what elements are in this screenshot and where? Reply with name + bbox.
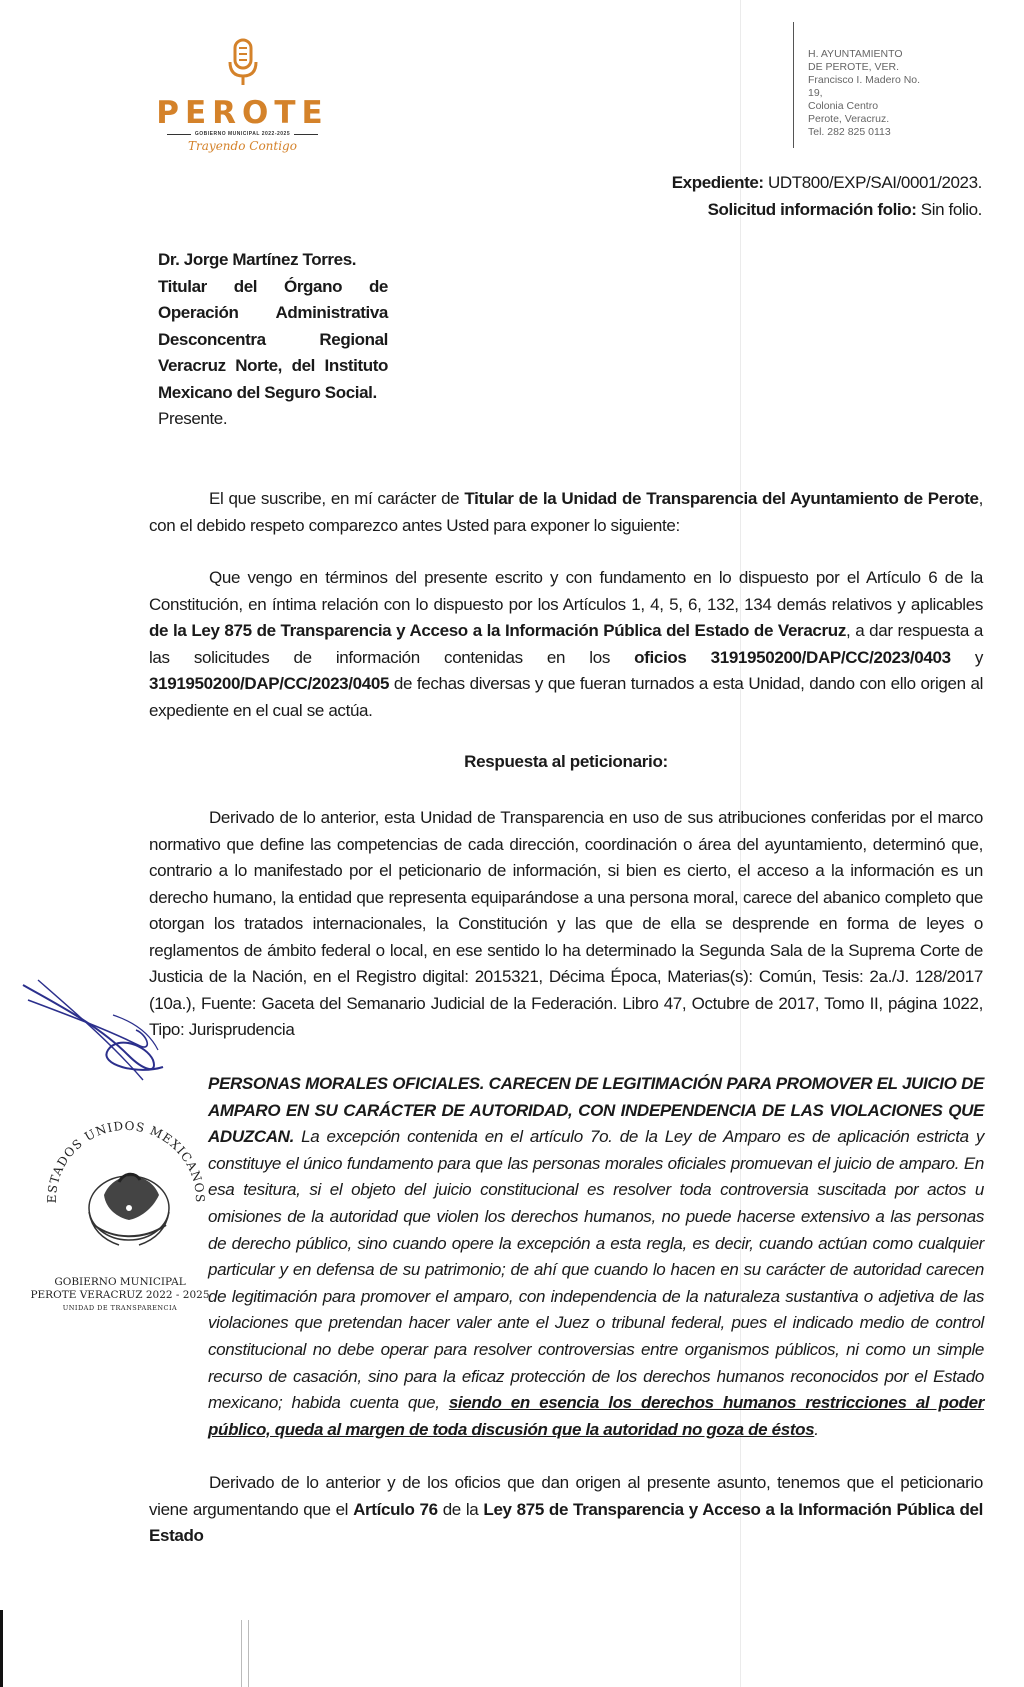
seal-line-3: UNIDAD DE TRANSPARENCIA <box>62 1304 178 1312</box>
bold-run: Ley 875 de Transparencia y Acceso a la Información Pública del Estado <box>149 1499 984 1545</box>
expediente-value: UDT800/EXP/SAI/0001/2023. <box>768 173 982 192</box>
recipient-name: Dr. Jorge Martínez Torres. <box>158 250 357 269</box>
argument-paragraph <box>149 1470 983 1550</box>
folio-line <box>672 196 982 223</box>
text-run: de la <box>437 1499 484 1519</box>
expediente-label: Expediente: <box>671 173 764 192</box>
legal-basis-paragraph <box>149 565 983 724</box>
address-line: 19, <box>808 87 823 99</box>
address-block <box>808 48 938 139</box>
bold-run: de la Ley 875 de Transparencia y Acceso a la Información Pública del Estado de Veracruz <box>149 621 846 640</box>
recipient-title-line: Veracruz Norte, del Instituto <box>158 356 388 375</box>
bold-run: Artículo 76 <box>353 1499 438 1519</box>
text-run: de fechas diversas y que fueran turnados a esta Unidad, dando con ello origen al expediente en el cual se actúa. <box>149 674 983 720</box>
seal-caption <box>20 1276 220 1315</box>
expediente-line <box>672 169 982 196</box>
bold-run: Titular de la Unidad de Transparencia del Ayuntamiento de Perote <box>464 489 979 508</box>
perote-logo <box>155 38 330 153</box>
text-run: Derivado de lo anterior, esta Unidad de Transparencia en uso de sus atribuciones conferidas por el marco normativo que define las competencias de cada dirección, coordinación o área del ayuntamiento, determinó que, contrario a lo manifestado por el peticionario de información, si bien es cierto, el acceso a la información es un derecho humano, la entidad que representa equiparándose a una persona moral, carece del abanico completo que otorgan los tratados internacionales, la Constitución y las que de ella se desprende en forma de leyes o reglamentos de ámbito federal o local, en ese sentido lo ha determinado la Segunda Sala de la Suprema Corte de Justicia de la Nación, en el Registro digital: 2015321, Décima Época, Materias(s): Común, Tesis: 2a./J. 128/2017 (10a.), Fuente: Gaceta del Semanario Judicial de la Federación. Libro 47, Octubre de 2017, Tomo II, página 1022, Tipo: Jurisprudencia <box>149 808 983 1039</box>
quote-end: . <box>814 1419 819 1439</box>
brand-name: PEROTE <box>156 95 329 131</box>
recipient-title-line: Operación Administrativa <box>158 303 388 322</box>
scan-artifact <box>241 1620 249 1687</box>
quote-title: PERSONAS MORALES OFICIALES. CARECEN DE LEGITIMACIÓN PARA PROMOVER EL JUICIO DE AMPARO EN SU CARÁCTER DE AUTORIDAD, CON INDEPENDENCIA DE LAS VIOLACIONES QUE ADUZCAN. <box>208 1074 984 1147</box>
jurisprudence-quote <box>208 1071 984 1443</box>
recipient-title-line: Desconcentra Regional <box>158 329 388 349</box>
seal-line-1: GOBIERNO MUNICIPAL <box>54 1276 186 1288</box>
bold-run: oficios 3191950200/DAP/CC/2023/0403 <box>634 647 951 667</box>
address-line: Tel. 282 825 0113 <box>808 126 891 138</box>
text-run: El que suscribe, en mí carácter de <box>209 489 465 508</box>
response-paragraph <box>149 805 983 1044</box>
text-run: y <box>950 647 983 667</box>
slogan: Trayendo Contigo <box>188 139 297 153</box>
text-run: Que vengo en términos del presente escrito y con fundamento en lo dispuesto por el Artículo 6 de la Constitución, en íntima relación con lo dispuesto por los Artículos 1, 4, 5, 6, 132, 134 demás relativos y aplicables <box>149 568 983 614</box>
address-line: Colonia Centro <box>808 100 879 112</box>
folio-value: Sin folio. <box>920 200 982 219</box>
recipient-title-line: Titular del Órgano de <box>158 276 388 296</box>
seal-arc-text: ESTADOS UNIDOS MEXICANOS <box>44 1118 208 1204</box>
municipal-seal-icon <box>34 1100 214 1270</box>
intro-paragraph <box>149 486 983 539</box>
government-line <box>155 131 330 137</box>
recipient-title-last: Mexicano del Seguro Social. <box>158 382 377 402</box>
scan-edge-mark <box>0 1610 3 1687</box>
file-info <box>672 169 982 223</box>
text-run: Derivado de lo anterior y de los oficios que dan origen al presente asunto, tenemos que el peticionario viene argumentando que el <box>149 1473 983 1519</box>
text-run: , a dar respuesta a las solicitudes de información contenidas en los <box>149 621 983 667</box>
text-run: , con el debido respeto comparezco antes Usted para exponer lo siguiente: <box>149 489 983 535</box>
seal-line-2: PEROTE VERACRUZ 2022 - 2025 <box>30 1289 210 1301</box>
address-line: Francisco I. Madero No. <box>808 74 921 86</box>
address-line: H. AYUNTAMIENTO <box>808 48 903 60</box>
quote-underlined: siendo en esencia los derechos humanos restricciones al poder público, queda al margen de toda discusión que la autoridad no goza de éstos <box>208 1393 985 1439</box>
microphone-logo-icon <box>226 38 260 88</box>
quote-body: La excepción contenida en el artículo 7o. de la Ley de Amparo es de aplicación estricta y constituye el único fundamento para que las personas morales oficiales promuevan el juicio de amparo. En esa tesitura, si el objeto del juicio constitucional es resolver toda controversia suscitada por actos u omisiones de la autoridad que violen los derechos humanos, no puede hacerse extensivo a las personas de derecho público, sino cuando opere la excepción a esta regla, es decir, cuando actúan como cualquier particular y en defensa de su patrimonio; de ahí que cuando lo hacen en su carácter de autoridad carecen de legitimación para promover el amparo, con independencia de la naturaleza sustantiva o adjetiva de las violaciones que pretendan hacer valer ante el Juez o tribunal federal, pues el indicado medio de control constitucional no debe operar para resolver controversias entre organismos públicos, ni como un simple recurso de casación, sino para la eficaz protección de los derechos humanos reconocidos por el Estado mexicano; habida cuenta que, <box>208 1127 984 1413</box>
address-line: Perote, Veracruz. <box>808 113 890 125</box>
government-text: GOBIERNO MUNICIPAL 2022-2025 <box>194 131 291 137</box>
greeting: Presente. <box>158 409 228 428</box>
section-heading: Respuesta al peticionario: <box>464 752 668 771</box>
address-line: DE PEROTE, VER. <box>808 61 900 73</box>
recipient-block <box>158 247 388 433</box>
bold-run: 3191950200/DAP/CC/2023/0405 <box>149 674 390 693</box>
header-divider <box>793 22 794 148</box>
folio-label: Solicitud información folio: <box>707 200 917 219</box>
signature-scribble <box>18 975 168 1085</box>
